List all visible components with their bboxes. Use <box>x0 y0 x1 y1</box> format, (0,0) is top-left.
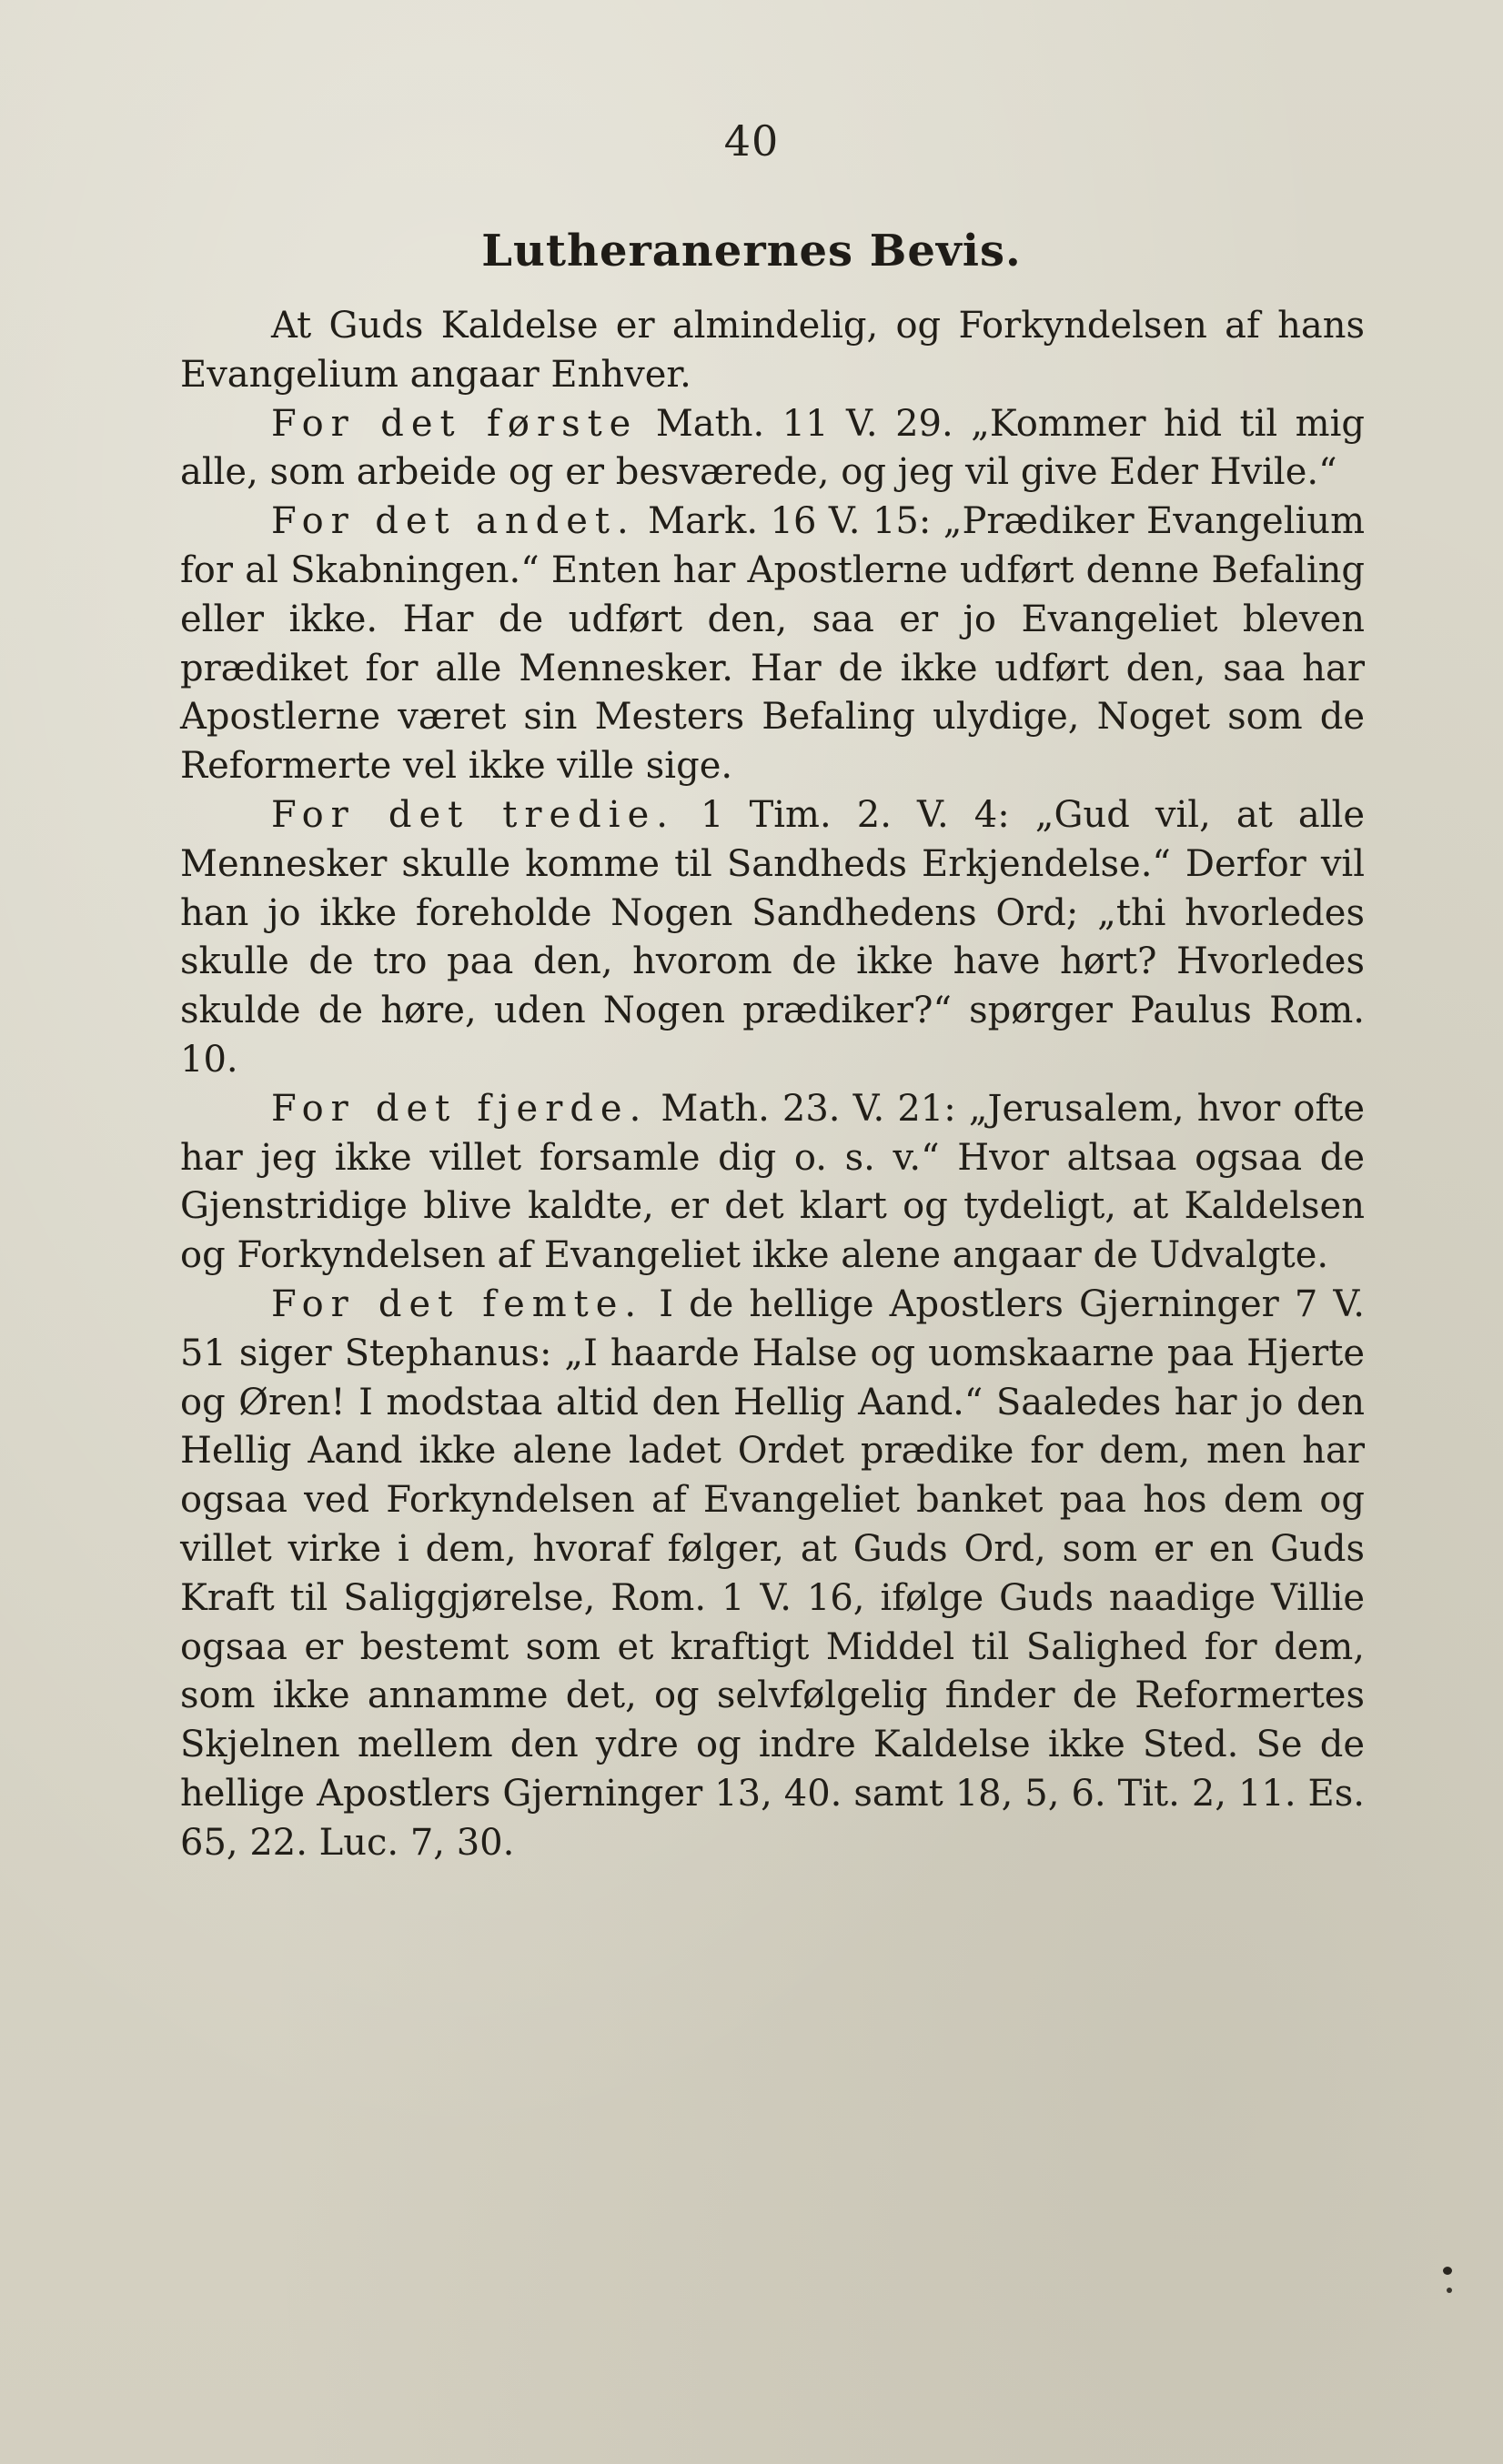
paragraph-text: Mark. 16 V. 15: „Prædiker Evangelium for al Skabningen.“ Enten har Apostlerne udført denne Befaling eller ikke. Har de udført den, saa er jo Evangeliet bleven prædiket for alle Mennesker. Har de ikke udført den, saa har Apostlerne været sin Mesters Befaling ulydige, Noget som de Reformerte vel ikke ville sige. <box>180 500 1365 788</box>
body-text <box>180 302 1365 1868</box>
paragraph-text: I de hellige Apostlers Gjerninger 7 V. 51 siger Stephanus: „I haarde Halse og uomskaarne paa Hjerte og Øren! I modstaa altid den Hellig Aand.“ Saaledes har jo den Hellig Aand ikke alene ladet Ordet prædike for dem, men har ogsaa ved Forkyndelsen af Evangeliet banket paa hos dem og villet virke i dem, hvoraf følger, at Guds Ord, som er en Guds Kraft til Saliggjørelse, Rom. 1 V. 16, ifølge Guds naadige Villie ogsaa er bestemt som et kraftigt Middel til Salighed for dem, som ikke annamme det, og selvfølgelig finder de Reformertes Skjelnen mellem den ydre og indre Kaldelse ikke Sted. Se de hellige Apostlers Gjerninger 13, 40. samt 18, 5, 6. Tit. 2, 11. Es. 65, 22. Luc. 7, 30. <box>180 1282 1366 1864</box>
paragraph-lead: For det femte. <box>271 1282 644 1325</box>
paragraph <box>180 1281 1365 1868</box>
paragraph-text: 1 Tim. 2. V. 4: „Gud vil, at alle Mennesker skulle komme til Sandheds Erkjendelse.“ Derfor vil han jo ikke foreholde Nogen Sandhedens Ord; „thi hvorledes skulle de tro paa den, hvorom de ikke have hørt? Hvorledes skulde de høre, uden Nogen prædiker?“ spørger Paulus Rom. 10. <box>180 793 1365 1081</box>
paragraph-text: At Guds Kaldelse er almindelig, og Forkyndelsen af hans Evangelium angaar Enhver. <box>180 305 1365 396</box>
paragraph-lead: For det tredie. <box>271 793 675 836</box>
paragraph <box>180 400 1365 498</box>
paragraph-text: Math. 11 V. 29. „Kommer hid til mig alle, som arbeide og er besværede, og jeg vil give Eder Hvile.“ <box>180 402 1365 494</box>
paragraph-lead: For det fjerde. <box>271 1087 649 1130</box>
ink-speck <box>1443 2267 1452 2275</box>
paragraph-lead: For det andet. <box>271 500 636 543</box>
paragraph <box>180 791 1365 1085</box>
paragraph <box>180 302 1365 400</box>
paragraph <box>180 498 1365 791</box>
page-number: 40 <box>723 116 780 166</box>
paragraph-lead: For det første <box>271 402 639 445</box>
section-heading: Lutheranernes Bevis. <box>481 226 1022 277</box>
paragraph-text: Math. 23. V. 21: „Jerusalem, hvor ofte har jeg ikke villet forsamle dig o. s. v.“ Hvor altsaa ogsaa de Gjenstridige blive kaldte, er det klart og tydeligt, at Kaldelsen og Forkyndelsen af Evangeliet ikke alene angaar de Udvalgte. <box>180 1087 1365 1277</box>
ink-speck <box>1447 2288 1452 2293</box>
paragraph <box>180 1085 1365 1281</box>
